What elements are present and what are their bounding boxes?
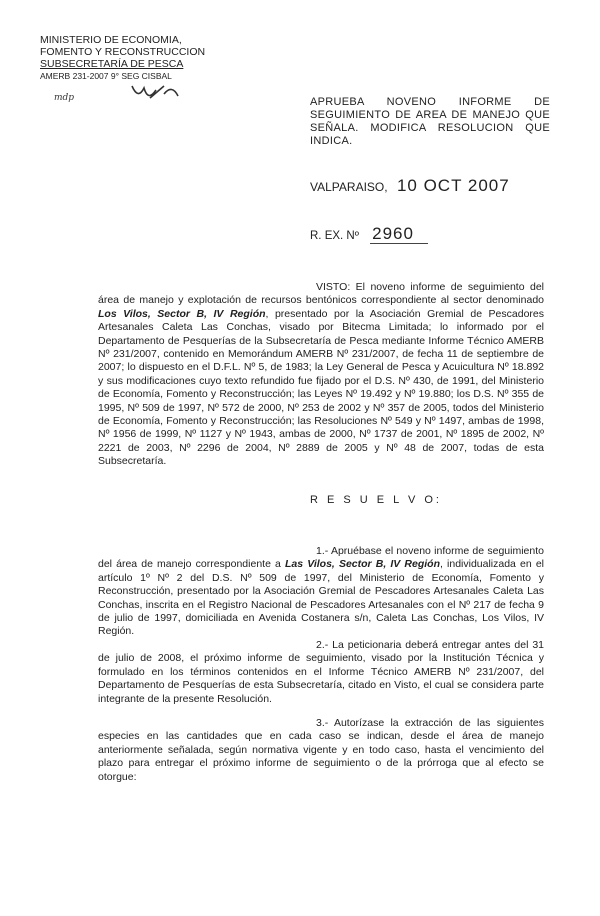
reference-code: AMERB 231-2007 9° SEG CISBAL (40, 71, 172, 81)
point-2-text: de julio de 2008, el próximo informe de seguimiento, visado por la Institución Técnica y formulado en los términos contenidos en el Informe Técnico AMERB Nº 231/2007, del Departamento de Pesquerías de esta Subsecretaría, citado en Visto, el cual se considera parte integrante de la presente Resolución. (98, 652, 544, 705)
handwritten-initials (52, 80, 202, 110)
ministry-line-1: MINISTERIO DE ECONOMIA, (40, 34, 182, 46)
point-2-lead: 2.- La peticionaria deberá entregar antes del 31 (316, 639, 544, 651)
date-line (310, 176, 510, 196)
point-3 (98, 717, 544, 784)
resolution-number (310, 224, 428, 244)
ministry-line-2: FOMENTO Y RECONSTRUCCION (40, 46, 206, 58)
initials-text: mdp (54, 93, 75, 103)
resuelvo-heading: R E S U E L V O: (310, 494, 442, 506)
point-1 (98, 545, 544, 639)
date-stamp: 10 OCT 2007 (396, 176, 510, 195)
visto-text-b: , presentado por la Asociación Gremial de Pescadores Artesanales Caleta Las Conchas, visado por Bitecma Limitada; lo informado por el Departamento de Pesquerías de la Subsecretaría de Pesca mediante Informe Técnico AMERB Nº 231/2007, contenido en Memorándum AMERB Nº 231/2007, de fecha 11 de septiembre de 2007; lo dispuesto en el D.F.L. Nº 5, de 1983; la Ley General de Pesca y Acuicultura Nº 18.892 y sus modificaciones cuyo texto refundido fue fijado por el D.S. Nº 430, de 1991, del Ministerio de Economía, Fomento y Reconstrucción; las Leyes Nº 19.492 y Nº 19.880; los D.S. Nº 355 de 1995, Nº 509 de 1997, Nº 572 de 2000, Nº 253 de 2002 y Nº 357 de 2005, todos del Ministerio de Economía, Fomento y Reconstrucción; las Resoluciones Nº 549 y Nº 1497, ambas de 1998, Nº 1956 de 1999, Nº 1127 y Nº 1943, ambas de 2000, Nº 1737 de 2001, Nº 1895 de 2002, Nº 2221 de 2003, Nº 2296 de 2004, Nº 2889 de 2005 y Nº 48 de 2007, todas de esta Subsecretaría. (98, 307, 544, 468)
point-2 (98, 639, 544, 706)
subsecretaria-line: SUBSECRETARÍA DE PESCA (40, 58, 184, 70)
resolution-label: R. EX. Nº (310, 230, 359, 242)
point-3-lead: 3.- Autorízase la extracción de las siguientes (316, 717, 544, 729)
date-city: VALPARAISO, (310, 180, 388, 194)
letterhead (40, 34, 230, 82)
visto-text-a: área de manejo y explotación de recursos bentónicos correspondiente al sector denominado (98, 294, 544, 307)
point-1-text-a: del área de manejo correspondiente a (98, 558, 285, 571)
visto-paragraph (98, 281, 544, 469)
visto-sector: Los Vilos, Sector B, IV Región (98, 307, 266, 320)
subject-summary: APRUEBA NOVENO INFORME DE SEGUIMIENTO DE AREA DE MANEJO QUE SEÑALA. MODIFICA RESOLUCION QUE INDICA. (310, 96, 550, 147)
point-1-text-b: , individualizada en el artículo 1º Nº 2 del D.S. Nº 509 de 1997, del Ministerio de Economía, Fomento y Reconstrucción, presentado por la Asociación Gremial de Pescadores Artesanales Caleta Las Conchas, inscrita en el Registro Nacional de Pescadores Artesanales con el Nº 217 de fecha 9 de julio de 1997, domiciliada en Avenida Costanera s/n, Caleta Las Conchas, Los Vilos, IV Región. (98, 558, 544, 638)
resolution-number-value: 2960 (370, 224, 428, 244)
point-1-lead: 1.- Apruébase el noveno informe de seguimiento (316, 545, 544, 557)
visto-lead: VISTO: El noveno informe de seguimiento del (316, 281, 544, 293)
point-1-sector: Las Vilos, Sector B, IV Región (285, 558, 440, 571)
point-3-text: especies en las cantidades que en cada caso se indican, desde el área de manejo anteriormente señalada, según normativa vigente y en todo caso, hasta el vencimiento del plazo para entregar el próximo informe de seguimiento o de la prórroga que al efecto se otorgue: (98, 730, 544, 783)
